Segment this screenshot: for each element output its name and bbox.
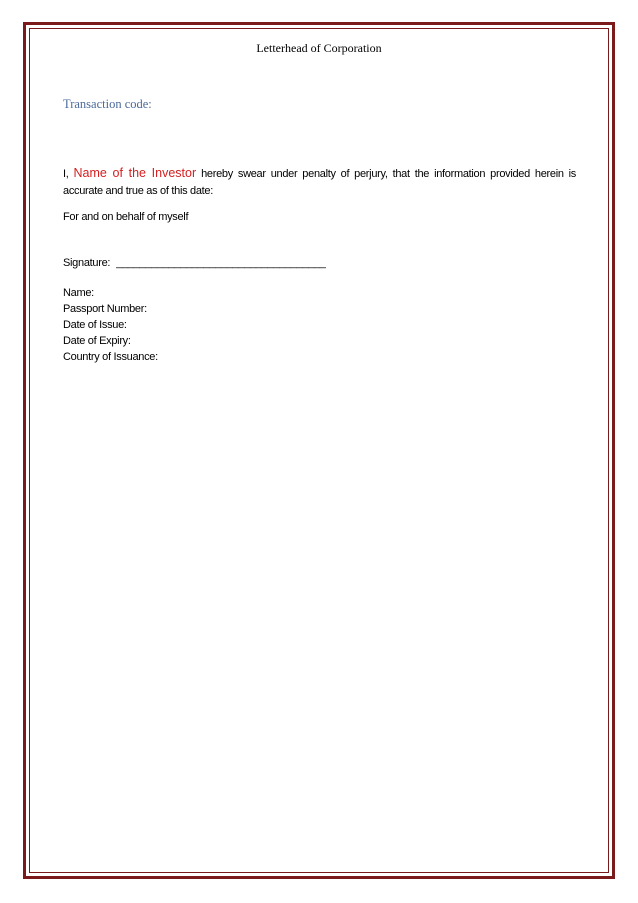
country-of-issuance-label: Country of Issuance: (63, 351, 158, 363)
signature-row (63, 255, 576, 272)
behalf-statement: For and on behalf of myself (63, 211, 189, 223)
declaration-suffix: hereby swear under penalty of perjury, that the information provided herein is accurate and true as of this date: (63, 168, 576, 197)
declaration-paragraph (63, 165, 576, 200)
passport-number-label: Passport Number: (63, 303, 147, 315)
transaction-code-label: Transaction code: (63, 97, 152, 111)
declaration-prefix: I, (63, 168, 74, 180)
page-border-inner (29, 28, 609, 873)
identity-details (63, 285, 576, 365)
date-of-expiry-label: Date of Expiry: (63, 335, 131, 347)
signature-label: Signature: (63, 257, 111, 269)
name-label: Name: (63, 287, 94, 299)
date-of-issue-label: Date of Issue: (63, 319, 127, 331)
letterhead-title: Letterhead of Corporation (256, 41, 382, 55)
investor-name: Name of the Investor (73, 166, 197, 180)
signature-line: ____________________________________ (116, 257, 326, 269)
